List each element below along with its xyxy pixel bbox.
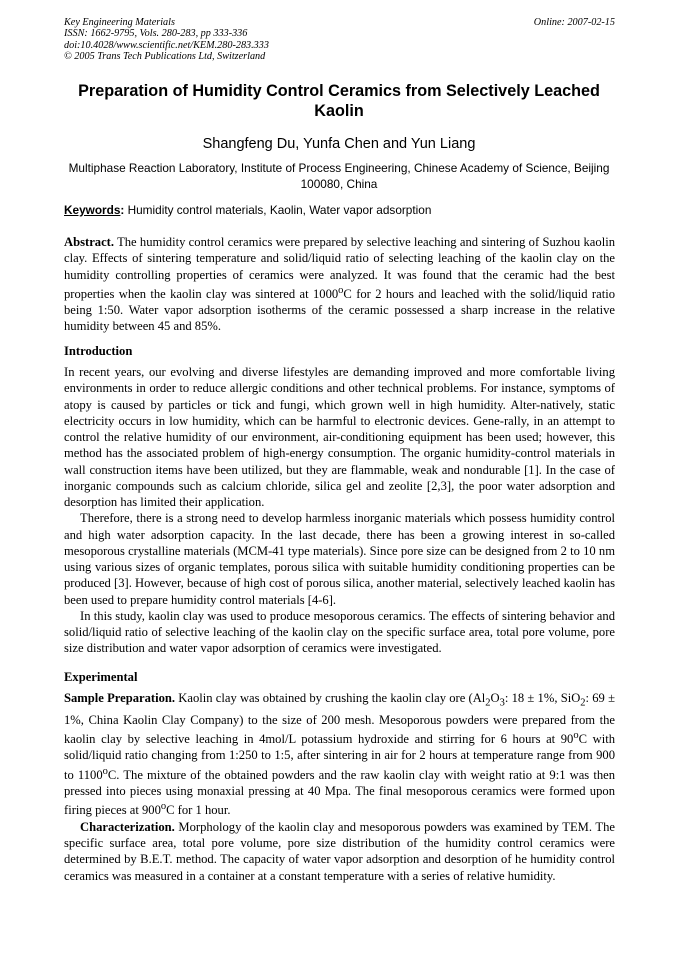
characterization-label: Characterization. (80, 819, 175, 834)
degree-superscript: o (160, 801, 167, 813)
sample-text-3: : 18 ± 1%, SiO (504, 691, 581, 705)
issn-line: ISSN: 1662-9795, Vols. 280-283, pp 333-336 (64, 28, 248, 40)
subscript: 2 (580, 697, 586, 709)
journal-name: Key Engineering Materials (64, 17, 175, 28)
keywords-text: Humidity control materials, Kaolin, Water vapor adsorption (124, 203, 432, 217)
abstract-label: Abstract. (64, 235, 115, 249)
author-list: Shangfeng Du, Yunfa Chen and Yun Liang (202, 136, 476, 152)
introduction-paragraph-2: Therefore, there is a strong need to develop harmless inorganic materials which possess humidity control and high water adsorption capacity. In the last decade, there has been a growing interest in so-called mesoporous crystalline materials (MCM-41 type materials). Since pore size can be designed from 2 to 10 nm using various sizes of organic templates, porous silica with suitable humidity conditioning properties can be produced [3]. However, because of high cost of porous silica, another material, selectively leached kaolin has been used to prepare humidity control materials [4-6]. (64, 511, 615, 607)
keywords-line (64, 202, 615, 218)
experimental-body (64, 690, 615, 884)
affiliation: Multiphase Reaction Laboratory, Institute of Process Engineering, Chinese Academy of Science, Beijing 100080, China (68, 161, 610, 191)
introduction-heading: Introduction (64, 344, 133, 358)
sample-preparation-label: Sample Preparation. (64, 691, 176, 705)
degree-superscript: o (102, 765, 108, 777)
sample-text-4: : 69 ± 1%, China Kaolin Clay Company) to the size of 200 mesh. Mesoporous powders were prepared from the kaolin clay by selective leaching in 4mol/L potassium hydroxide and stirring for 6 hours at 90 (64, 691, 615, 747)
paper-title: Preparation of Humidity Control Ceramics from Selectively Leached Kaolin (78, 82, 600, 120)
introduction-paragraph-3: In this study, kaolin clay was used to produce mesoporous ceramics. The effects of sintering behavior and solid/liquid ratio of selective leaching of the kaolin clay on the specific surface area, total pore volume, pore size distribution and water vapor adsorption of ceramics were investigated. (64, 608, 615, 656)
subscript: 2 (485, 697, 491, 709)
sample-text-6: C. The mixture of the obtained powders and the raw kaolin clay with weight ratio at 9:1 was then pressed into pieces using monaxial pressing at 40 Mpa. The final mesoporous ceramics were formed upon firing pieces at 900 (64, 767, 616, 818)
sample-preparation-paragraph (64, 690, 615, 819)
introduction-paragraph-1: In recent years, our evolving and diverse lifestyles are demanding improved and more comfortable living environments in order to reduce allergic conditions and other technical problems. For instance, symptoms of atopy is caused by particles or tick and fungi, which grown well in high humidity. Alter-natively, static electricity occurs in low humidity, which can be harmful to electronic devices. Gene-rally, in an attempt to control the relative humidity of our environment, air-conditioning equipment has been used; however, this method has the associated problem of high-energy consumption. The organic humidity-control materials in wall construction items have been utilized, but they are flammable, weak and nondurable [1]. In the case of inorganic compounds such as calcium chloride, silica gel and zeolite [2,3], the poor water adsorption and desorption has limited their application. (64, 365, 615, 509)
keywords-colon: : (120, 203, 125, 217)
subscript: 3 (499, 697, 505, 709)
abstract-text-2: C for 2 hours and leached with the solid/liquid ratio being 1:50. Water vapor adsorption isotherms of the ceramic possessed a sharp increase in the relative humidity between 45 and 85%. (64, 286, 615, 334)
doi-line: doi:10.4028/www.scientific.net/KEM.280-283.333 (64, 39, 269, 51)
sample-text-7: C for 1 hour. (166, 803, 231, 818)
sample-text-1: Kaolin clay was obtained by crushing the kaolin clay ore (Al (175, 691, 486, 705)
sample-text-5: C with solid/liquid ratio changing from 1:250 to 1:5, after sintering in air for 2 hours at temperature range from 900 to 1100 (64, 732, 615, 782)
introduction-body (64, 364, 615, 657)
degree-superscript: o (573, 730, 579, 742)
keywords-label: Keywords (64, 203, 121, 217)
characterization-paragraph (64, 819, 615, 884)
online-date: Online: 2007-02-15 (533, 17, 615, 28)
copyright-line: © 2005 Trans Tech Publications Ltd, Switzerland (64, 50, 266, 62)
characterization-text: Morphology of the kaolin clay and mesoporous powders was examined by TEM. The specific surface area, total pore volume, pore size distribution of the humidity control ceramics were determined by B.E.T. method. The capacity of water vapor adsorption and desorption of he humidity control ceramics was measured in a container at a constant temperature with a series of relative humidity. (64, 819, 615, 883)
experimental-heading: Experimental (64, 670, 138, 684)
abstract (64, 234, 615, 335)
abstract-text-1: The humidity control ceramics were prepared by selective leaching and sintering of Suzhou kaolin clay. Effects of sintering temperature and solid/liquid ratio of selecting leaching of the kaolin clay on the humidity controlling properties of ceramics were analyzed. It was found that the ceramic had the best properties when the kaolin clay was sintered at 1000 (64, 235, 615, 301)
sample-text-2: O (490, 691, 500, 705)
journal-header (64, 17, 615, 62)
degree-superscript: o (338, 284, 344, 296)
